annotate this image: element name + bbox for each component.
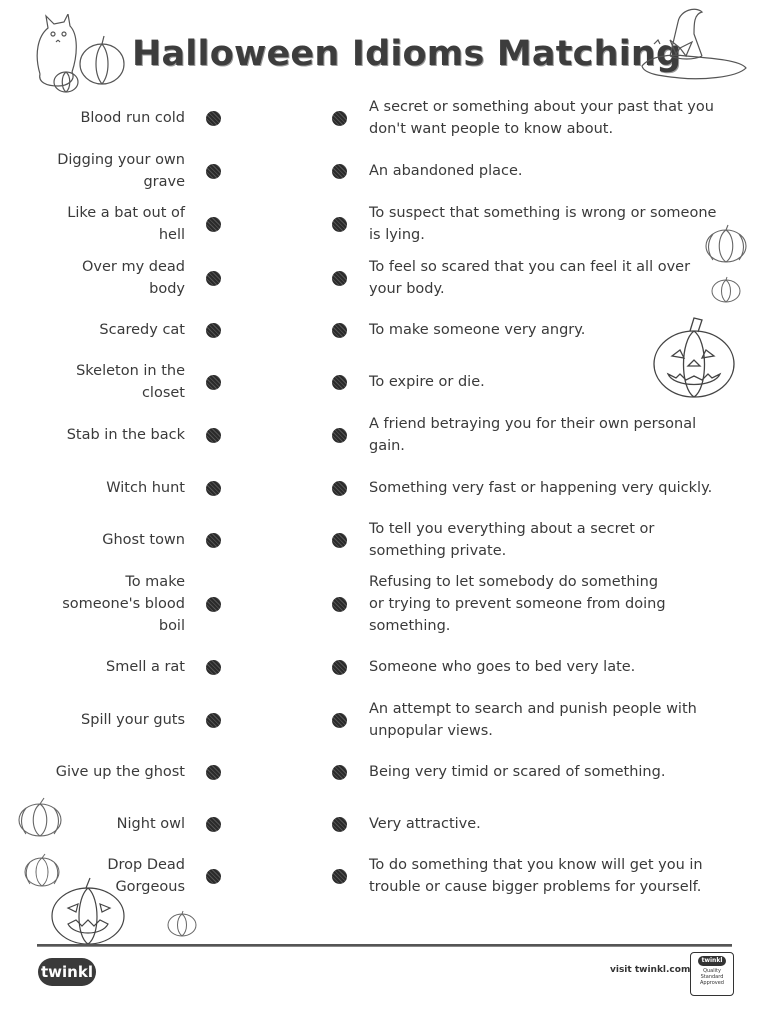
text-line: Digging your own [57, 152, 185, 168]
witch-hat-icon [640, 4, 750, 84]
text-line: something. [369, 618, 451, 634]
match-dot-right[interactable] [332, 481, 347, 496]
text-line: is lying. [369, 227, 425, 243]
match-dot-left[interactable] [206, 111, 221, 126]
idiom-text [35, 256, 185, 300]
meaning-text [369, 371, 734, 393]
text-line: Gorgeous [115, 879, 185, 895]
idiom-text [35, 107, 185, 129]
match-dot-left[interactable] [206, 164, 221, 179]
match-dot-left[interactable] [206, 217, 221, 232]
match-dot-left[interactable] [206, 713, 221, 728]
text-line: Give up the ghost [55, 764, 185, 780]
idiom-text [35, 656, 185, 678]
text-line: Drop Dead [107, 857, 185, 873]
match-dot-left[interactable] [206, 660, 221, 675]
text-line: To make [125, 574, 185, 590]
idiom-text [35, 529, 185, 551]
match-dot-right[interactable] [332, 164, 347, 179]
text-line: Something very fast or happening very quickly. [369, 480, 713, 496]
text-line: Blood run cold [80, 110, 185, 126]
match-dot-left[interactable] [206, 375, 221, 390]
meaning-text [369, 698, 734, 742]
idiom-text [35, 424, 185, 446]
meaning-text [369, 256, 734, 300]
idiom-text [35, 319, 185, 341]
meaning-text [369, 761, 734, 783]
match-dot-right[interactable] [332, 869, 347, 884]
footer-divider [37, 944, 732, 947]
idiom-text [35, 149, 185, 193]
text-line: grave [143, 174, 185, 190]
meaning-text [369, 656, 734, 678]
match-dot-left[interactable] [206, 323, 221, 338]
match-dot-right[interactable] [332, 817, 347, 832]
twinkl-logo[interactable]: twinkl [38, 958, 96, 986]
idiom-text [35, 813, 185, 835]
match-dot-left[interactable] [206, 271, 221, 286]
text-line: your body. [369, 281, 445, 297]
text-line: Someone who goes to bed very late. [369, 659, 636, 675]
meaning-text [369, 319, 734, 341]
pumpkin-icon [166, 910, 198, 938]
meaning-text [369, 518, 734, 562]
idiom-text [35, 854, 185, 898]
text-line: trouble or cause bigger problems for yourself. [369, 879, 702, 895]
meaning-text [369, 854, 734, 898]
text-line: Like a bat out of [67, 205, 185, 221]
match-dot-right[interactable] [332, 323, 347, 338]
text-line: Very attractive. [369, 816, 481, 832]
match-dot-right[interactable] [332, 111, 347, 126]
cat-pumpkin-icon [28, 14, 128, 96]
match-dot-right[interactable] [332, 765, 347, 780]
text-line: something private. [369, 543, 507, 559]
idiom-text [35, 571, 185, 637]
text-line: boil [158, 618, 185, 634]
text-line: body [149, 281, 185, 297]
match-dot-right[interactable] [332, 271, 347, 286]
text-line: Witch hunt [106, 480, 185, 496]
meaning-text [369, 813, 734, 835]
idiom-text [35, 360, 185, 404]
meaning-text [369, 571, 734, 637]
text-line: To feel so scared that you can feel it all over [369, 259, 691, 275]
idiom-text [35, 477, 185, 499]
text-line: A secret or something about your past that you [369, 99, 714, 115]
match-dot-left[interactable] [206, 765, 221, 780]
match-dot-left[interactable] [206, 481, 221, 496]
meaning-text [369, 96, 734, 140]
match-dot-right[interactable] [332, 375, 347, 390]
text-line: To expire or die. [369, 374, 485, 390]
match-dot-right[interactable] [332, 713, 347, 728]
meaning-text [369, 413, 734, 457]
text-line: To make someone very angry. [369, 322, 586, 338]
match-dot-left[interactable] [206, 817, 221, 832]
text-line: unpopular views. [369, 723, 493, 739]
text-line: Refusing to let somebody do something [369, 574, 659, 590]
text-line: To tell you everything about a secret or [369, 521, 655, 537]
match-dot-left[interactable] [206, 869, 221, 884]
text-line: An attempt to search and punish people with [369, 701, 697, 717]
match-dot-right[interactable] [332, 660, 347, 675]
text-line: Spill your guts [81, 712, 185, 728]
text-line: hell [158, 227, 185, 243]
text-line: Stab in the back [66, 427, 185, 443]
meaning-text [369, 477, 734, 499]
text-line: An abandoned place. [369, 163, 523, 179]
match-dot-right[interactable] [332, 597, 347, 612]
quality-badge [690, 952, 734, 996]
match-dot-right[interactable] [332, 217, 347, 232]
match-dot-right[interactable] [332, 533, 347, 548]
text-line: Being very timid or scared of something. [369, 764, 666, 780]
text-line: gain. [369, 438, 405, 454]
text-line: Night owl [116, 816, 185, 832]
match-dot-left[interactable] [206, 533, 221, 548]
text-line: don't want people to know about. [369, 121, 614, 137]
match-dot-right[interactable] [332, 428, 347, 443]
text-line: Ghost town [102, 532, 185, 548]
match-dot-left[interactable] [206, 428, 221, 443]
text-line: To suspect that something is wrong or someone [369, 205, 717, 221]
text-line: someone's blood [62, 596, 185, 612]
match-dot-left[interactable] [206, 597, 221, 612]
idiom-text [35, 202, 185, 246]
idiom-text [35, 761, 185, 783]
page-title: Halloween Idioms Matching [132, 34, 682, 74]
text-line: To do something that you know will get you in [369, 857, 703, 873]
text-line: Scaredy cat [99, 322, 185, 338]
meaning-text [369, 160, 734, 182]
text-line: closet [141, 385, 185, 401]
idiom-text [35, 709, 185, 731]
text-line: or trying to prevent someone from doing [369, 596, 666, 612]
text-line: Skeleton in the [76, 363, 185, 379]
text-line: Over my dead [81, 259, 185, 275]
text-line: A friend betraying you for their own personal [369, 416, 697, 432]
visit-link[interactable]: visit twinkl.com [610, 965, 691, 975]
badge-line1: Quality Standard [700, 968, 724, 980]
badge-line2: Approved [700, 980, 724, 986]
text-line: Smell a rat [106, 659, 185, 675]
badge-logo: twinkl [698, 956, 726, 966]
meaning-text [369, 202, 734, 246]
